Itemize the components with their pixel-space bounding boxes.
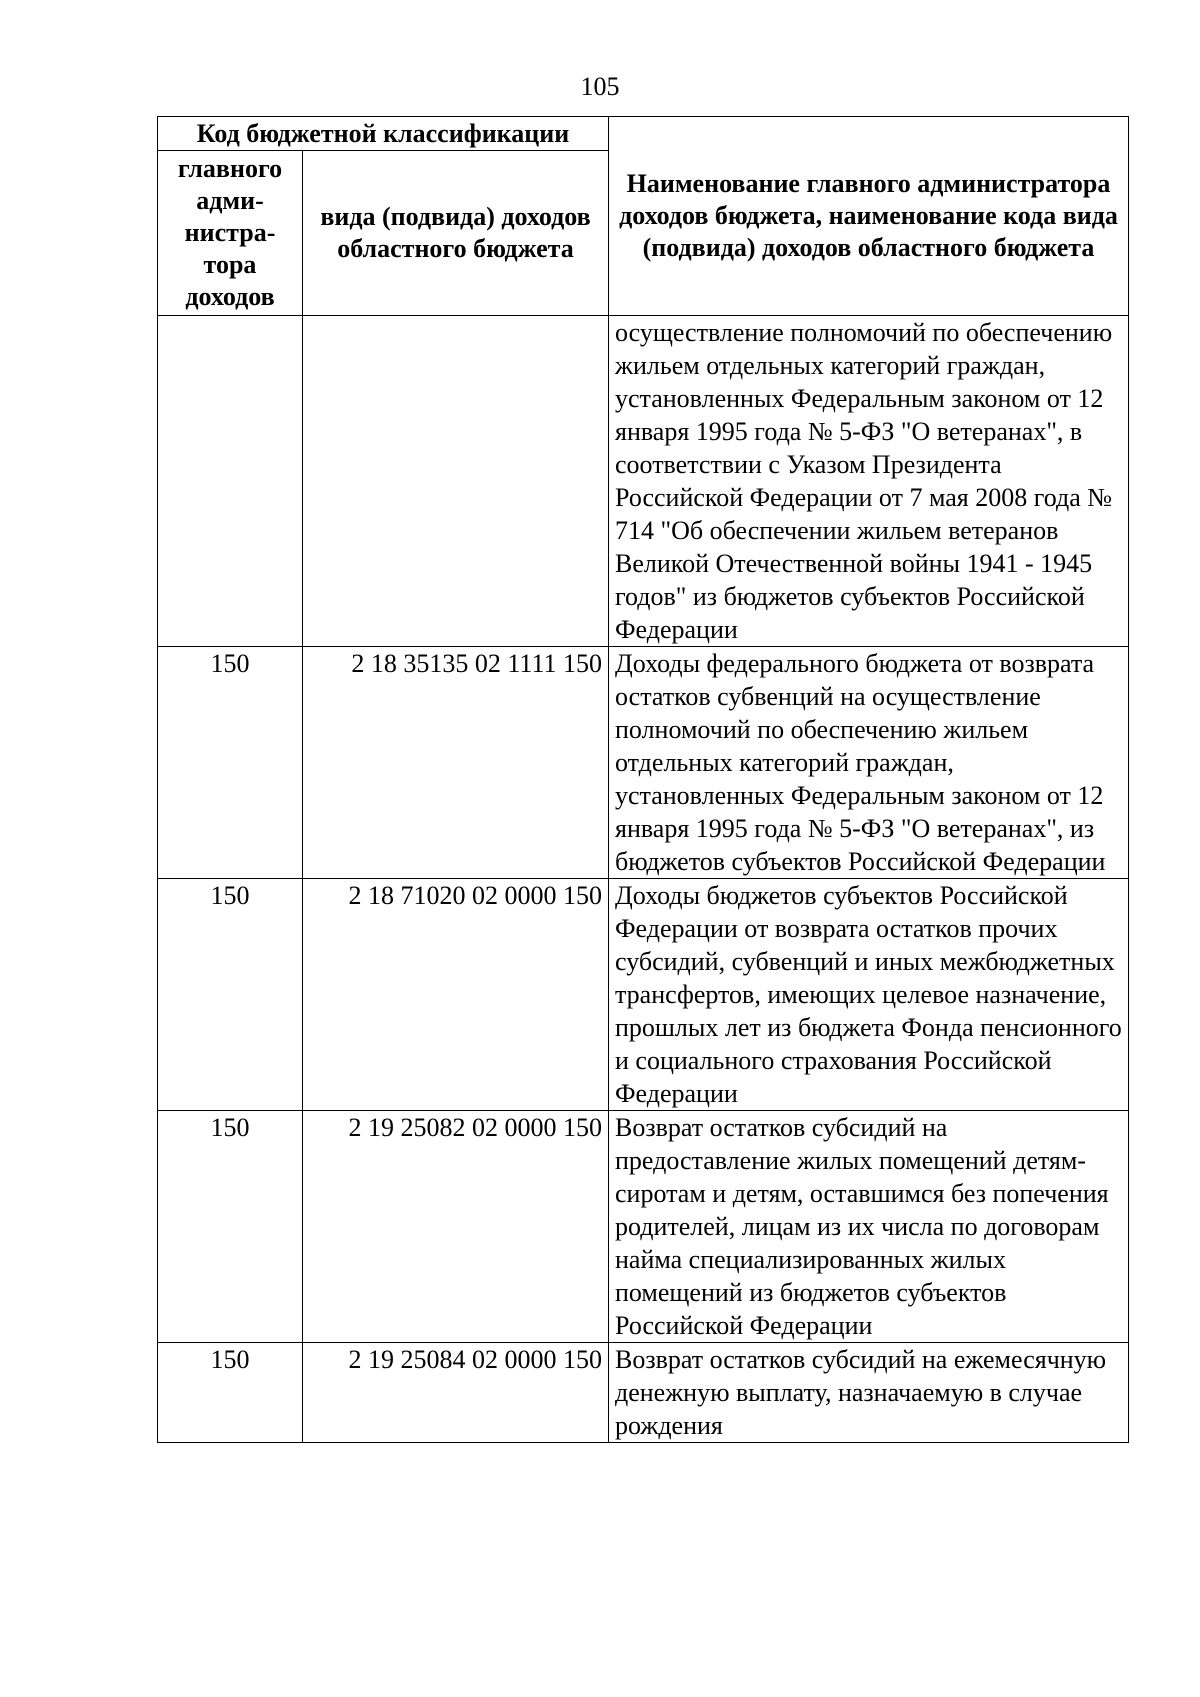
table-row — [158, 316, 1129, 647]
row-description: Возврат остатков субсидий на ежемесячную денежную выплату, назначаемую в случае рождения — [609, 1343, 1129, 1443]
row-income-code: 2 19 25082 02 0000 150 — [303, 1111, 609, 1343]
page-number: 105 — [580, 72, 620, 101]
header-row-1 — [158, 117, 1129, 151]
header-main-administrator: главного адми-нистра-тора доходов — [158, 151, 303, 316]
header-income-type-code: вида (подвида) доходов областного бюджета — [303, 151, 609, 316]
header-administrator-name: Наименование главного администратора доходов бюджета, наименование кода вида (подвида) доходов областного бюджета — [609, 117, 1129, 316]
row-description: Возврат остатков субсидий на предоставление жилых помещений детям-сиротам и детям, оставшимся без попечения родителей, лицам из их числа по договорам найма специализированных жилых помещений из бюджетов субъектов Российской Федерации — [609, 1111, 1129, 1343]
row-income-code: 2 18 35135 02 1111 150 — [303, 647, 609, 879]
row-admin-code: 150 — [158, 1111, 303, 1343]
table-body — [158, 316, 1129, 1443]
row-admin-code: 150 — [158, 647, 303, 879]
row-income-code: 2 18 71020 02 0000 150 — [303, 879, 609, 1111]
row-admin-code: 150 — [158, 1343, 303, 1443]
budget-classification-table — [157, 116, 1129, 1443]
table-row — [158, 1111, 1129, 1343]
table-header — [158, 117, 1129, 316]
row-admin-code — [158, 316, 303, 647]
row-description: Доходы федерального бюджета от возврата остатков субвенций на осуществление полномочий по обеспечению жильем отдельных категорий граждан, установленных Федеральным законом от 12 января 1995 года № 5-ФЗ "О ветеранах", из бюджетов субъектов Российской Федерации — [609, 647, 1129, 879]
table-row — [158, 647, 1129, 879]
row-admin-code: 150 — [158, 879, 303, 1111]
header-budget-classification-code: Код бюджетной классификации — [158, 117, 609, 151]
row-description: осуществление полномочий по обеспечению жильем отдельных категорий граждан, установленных Федеральным законом от 12 января 1995 года № 5-ФЗ "О ветеранах", в соответствии с Указом Президента Российской Федерации от 7 мая 2008 года № 714 "Об обеспечении жильем ветеранов Великой Отечественной войны 1941 - 1945 годов" из бюджетов субъектов Российской Федерации — [609, 316, 1129, 647]
row-description: Доходы бюджетов субъектов Российской Федерации от возврата остатков прочих субсидий, субвенций и иных межбюджетных трансфертов, имеющих целевое назначение, прошлых лет из бюджета Фонда пенсионного и социального страхования Российской Федерации — [609, 879, 1129, 1111]
row-income-code — [303, 316, 609, 647]
table-row — [158, 1343, 1129, 1443]
table-row — [158, 879, 1129, 1111]
row-income-code: 2 19 25084 02 0000 150 — [303, 1343, 609, 1443]
